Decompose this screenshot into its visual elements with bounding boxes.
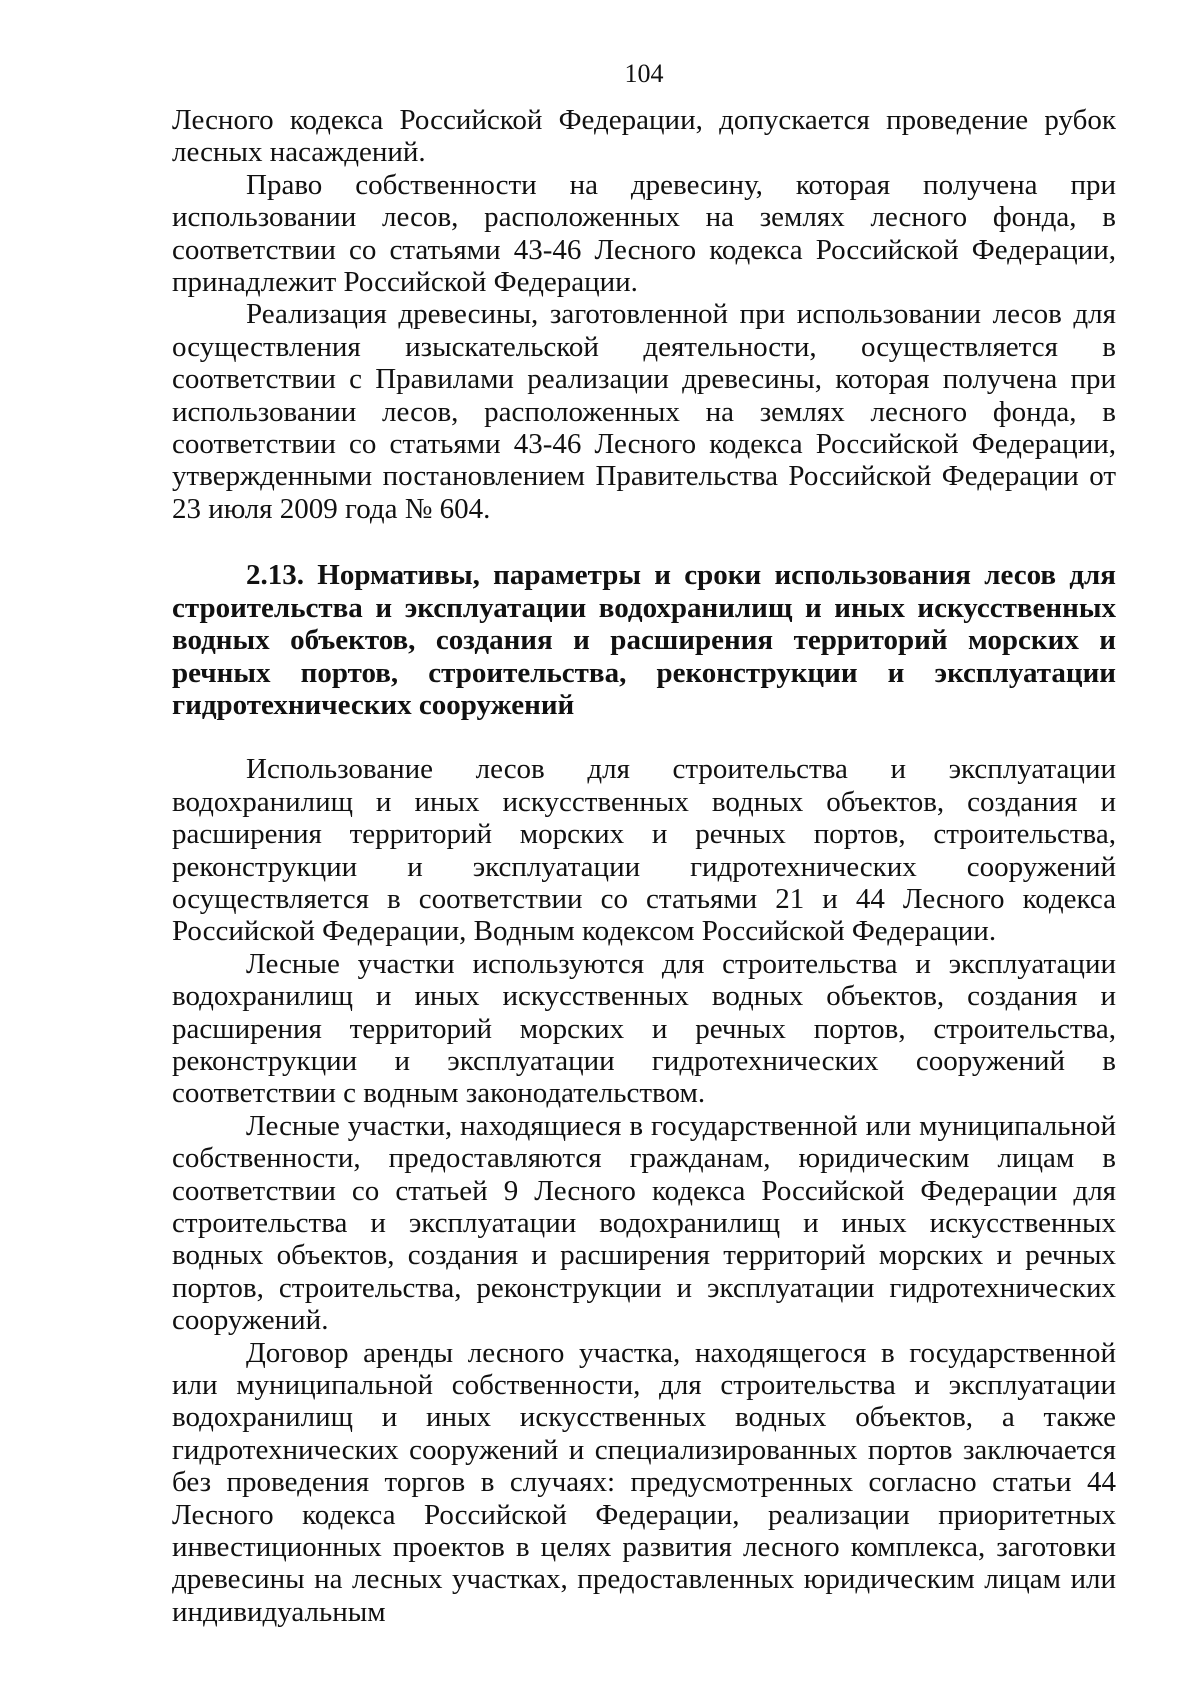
paragraph-3: Реализация древесины, заготовленной при использовании лесов для осуществления изыскательской деятельности, осуществляется в соответствии с Правилами реализации древесины, которая получена при использовании лесов, расположенных на землях лесного фонда, в соответствии со статьями 43-46 Лесного кодекса Российской Федерации, утвержденными постановлением Правительства Российской Федерации от 23 июля 2009 года № 604.	[172, 298, 1116, 525]
intro-paragraphs	[172, 104, 1116, 525]
paragraph-6: Лесные участки, находящиеся в государственной или муниципальной собственности, предоставляются гражданам, юридическим лицам в соответствии со статьей 9 Лесного кодекса Российской Федерации для строительства и эксплуатации водохранилищ и иных искусственных водных объектов, создания и расширения территорий морских и речных портов, строительства, реконструкции и эксплуатации гидротехнических сооружений.	[172, 1109, 1116, 1337]
paragraph-7: Договор аренды лесного участка, находящегося в государственной или муниципальной собственности, для строительства и эксплуатации водохранилищ и иных искусственных водных объектов, а также гидротехнических сооружений и специализированных портов заключается без проведения торгов в случаях: предусмотренных согласно статьи 44 Лесного кодекса Российской Федерации, реализации приоритетных инвестиционных проектов в целях развития лесного комплекса, заготовки древесины на лесных участках, предоставленных юридическим лицам или индивидуальным	[172, 1336, 1116, 1628]
section-heading: 2.13. Нормативы, параметры и сроки использования лесов для строительства и эксплуатации водохранилищ и иных искусственных водных объектов, создания и расширения территорий морских и речных портов, строительства, реконструкции и эксплуатации гидротехнических сооружений	[172, 559, 1116, 721]
page-number: 104	[624, 59, 664, 88]
section-paragraphs	[172, 753, 1116, 1628]
paragraph-4: Использование лесов для строительства и эксплуатации водохранилищ и иных искусственных водных объектов, создания и расширения территорий морских и речных портов, строительства, реконструкции и эксплуатации гидротехнических сооружений осуществляется в соответствии со статьями 21 и 44 Лесного кодекса Российской Федерации, Водным кодексом Российской Федерации.	[172, 753, 1116, 948]
paragraph-5: Лесные участки используются для строительства и эксплуатации водохранилищ и иных искусственных водных объектов, создания и расширения территорий морских и речных портов, строительства, реконструкции и эксплуатации гидротехнических сооружений в соответствии с водным законодательством.	[172, 947, 1116, 1110]
document-page	[172, 60, 1116, 1628]
paragraph-2: Право собственности на древесину, которая получена при использовании лесов, расположенных на землях лесного фонда, в соответствии со статьями 43-46 Лесного кодекса Российской Федерации, принадлежит Российской Федерации.	[172, 168, 1116, 299]
paragraph-1: Лесного кодекса Российской Федерации, допускается проведение рубок лесных насаждений.	[172, 104, 1116, 169]
